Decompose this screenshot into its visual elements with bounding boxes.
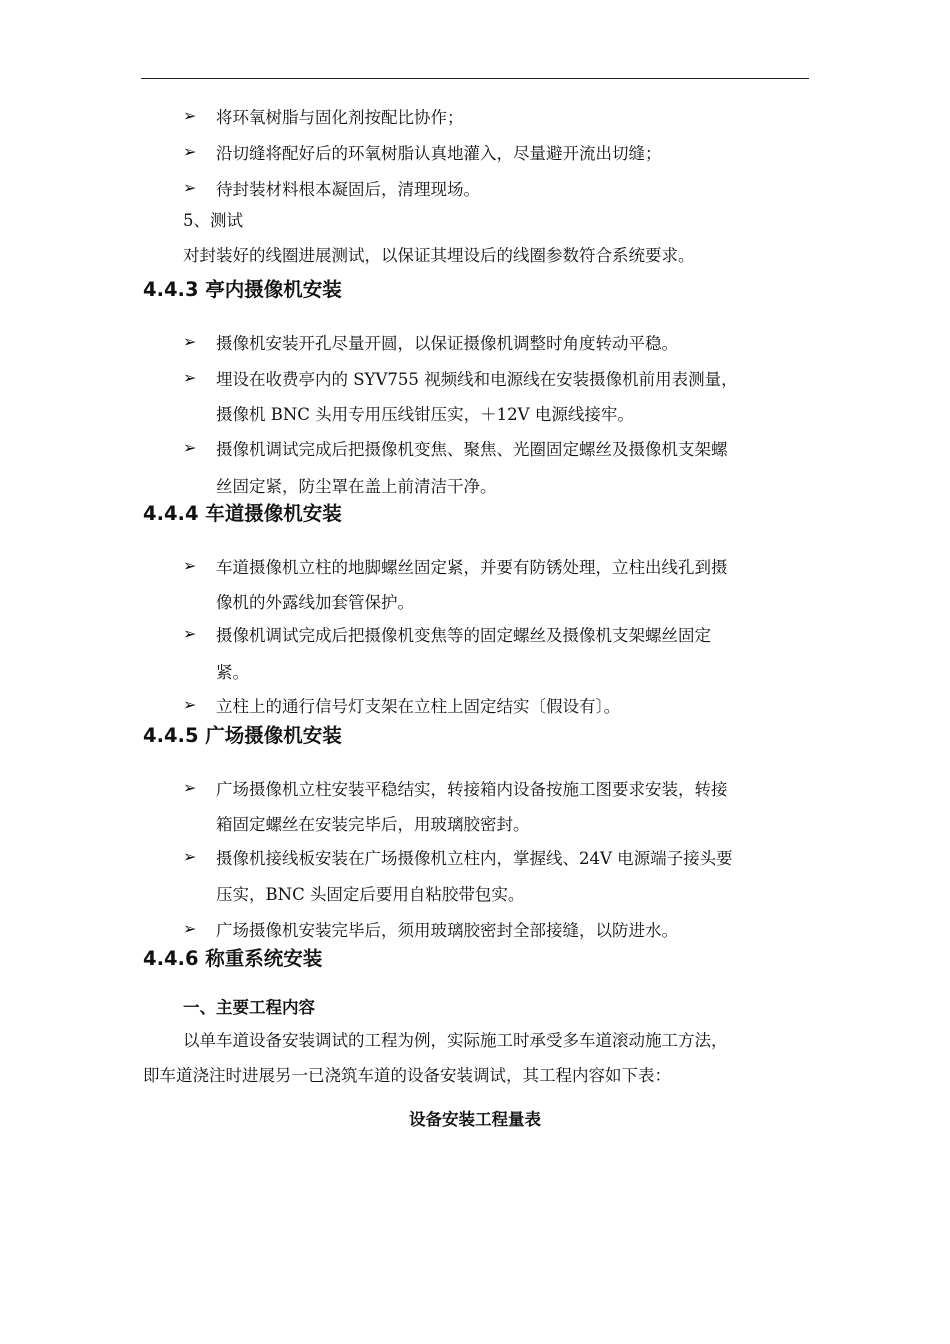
list-item: 待封装材料根本凝固后，清理现场。 [216,180,480,199]
table-caption: 设备安装工程量表 [409,1110,541,1129]
bullet-icon: ➢ [183,919,197,938]
section-heading-443: 4.4.3 亭内摄像机安装 [143,278,342,301]
test-paragraph: 对封装好的线圈进展测试，以保证其埋设后的线圈参数符合系统要求。 [183,246,695,265]
section-heading-445: 4.4.5 广场摄像机安装 [143,724,342,747]
list-item: 将环氧树脂与固化剂按配比协作； [216,108,464,127]
section-heading-446: 4.4.6 称重系统安装 [143,947,323,970]
body-paragraph: 以单车道设备安装调试的工程为例，实际施工时承受多车道滚动施工方法， [183,1031,728,1050]
bullet-icon: ➢ [183,178,197,197]
test-heading: 5、测试 [183,211,243,230]
header-rule [141,78,809,79]
bullet-icon: ➢ [183,438,197,457]
bullet-icon: ➢ [183,778,197,797]
bullet-icon: ➢ [183,695,197,714]
list-item: 摄像机安装开孔尽量开圆，以保证摄像机调整时角度转动平稳。 [216,334,678,353]
list-item: 广场摄像机立柱安装平稳结实，转接箱内设备按施工图要求安装，转接 [216,780,728,799]
list-item-continued: 紧。 [216,663,249,682]
list-item-continued: 箱固定螺丝在安装完毕后，用玻璃胶密封。 [216,815,530,834]
list-item: 摄像机调试完成后把摄像机变焦等的固定螺丝及摄像机支架螺丝固定 [216,626,711,645]
bullet-icon: ➢ [183,556,197,575]
bullet-icon: ➢ [183,624,197,643]
list-item: 埋设在收费亭内的 SYV755 视频线和电源线在安装摄像机前用表测量， [216,370,738,389]
list-item-continued: 压实，BNC 头固定后要用自粘胶带包实。 [216,885,525,904]
list-item: 立柱上的通行信号灯支架在立柱上固定结实〔假设有〕。 [216,697,621,716]
bullet-icon: ➢ [183,142,197,161]
list-item: 广场摄像机安装完毕后，须用玻璃胶密封全部接缝，以防进水。 [216,921,678,940]
section-heading-444: 4.4.4 车道摄像机安装 [143,502,342,525]
list-item-continued: 丝固定紧，防尘罩在盖上前清洁干净。 [216,477,497,496]
list-item-continued: 像机的外露线加套管保护。 [216,593,414,612]
bullet-icon: ➢ [183,332,197,351]
list-item: 车道摄像机立柱的地脚螺丝固定紧，并要有防锈处理，立柱出线孔到摄 [216,558,728,577]
body-paragraph-continued: 即车道浇注时进展另一已浇筑车道的设备安装调试，其工程内容如下表： [143,1066,671,1085]
list-item-continued: 摄像机 BNC 头用专用压线钳压实，＋12V 电源线接牢。 [216,405,634,424]
subsection-heading: 一、主要工程内容 [183,998,315,1017]
bullet-icon: ➢ [183,106,197,125]
bullet-icon: ➢ [183,368,197,387]
bullet-icon: ➢ [183,847,197,866]
list-item: 摄像机调试完成后把摄像机变焦、聚焦、光圈固定螺丝及摄像机支架螺 [216,440,728,459]
list-item: 摄像机接线板安装在广场摄像机立柱内，掌握线、24V 电源端子接头要 [216,849,733,868]
list-item: 沿切缝将配好后的环氧树脂认真地灌入，尽量避开流出切缝； [216,144,662,163]
